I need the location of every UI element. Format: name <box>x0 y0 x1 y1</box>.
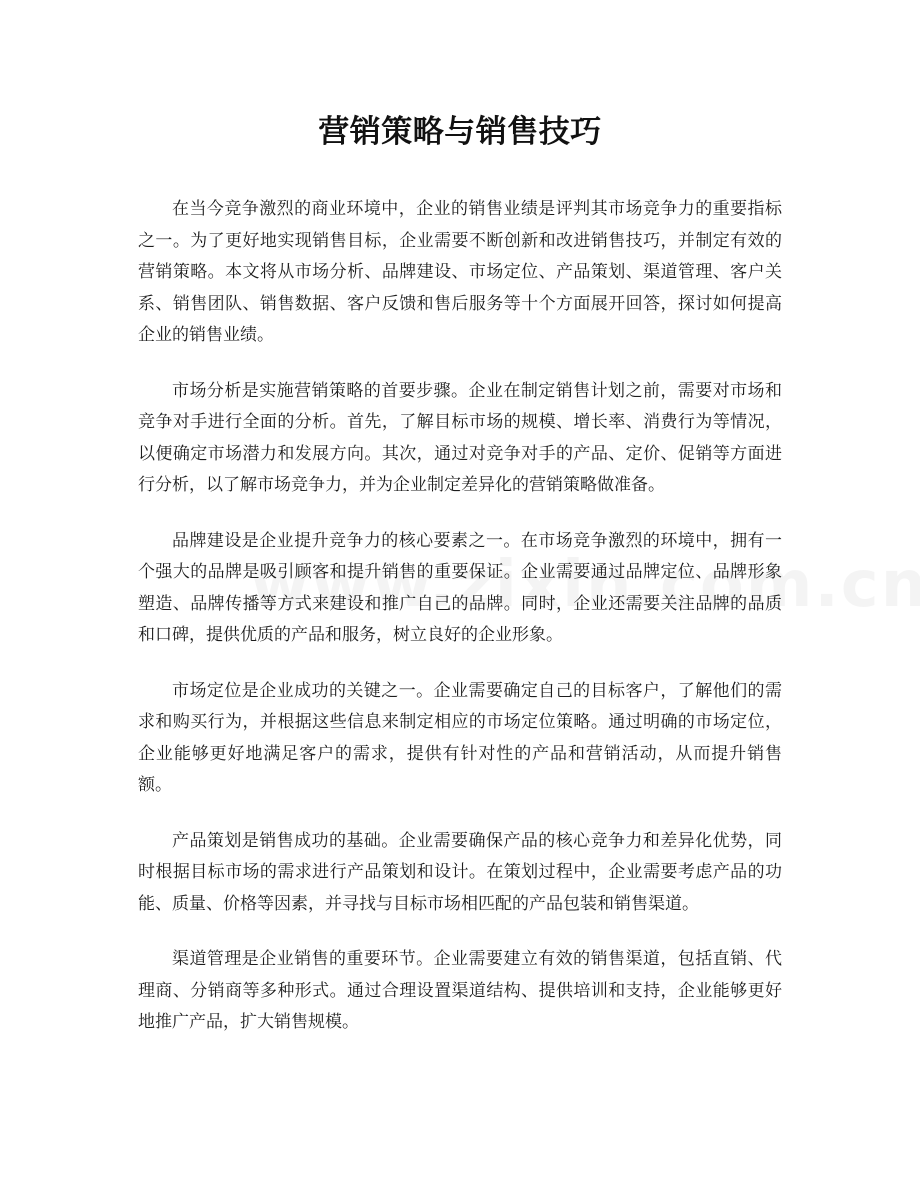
paragraph-market-positioning: 市场定位是企业成功的关键之一。企业需要确定自己的目标客户，了解他们的需求和购买行为，并根据这些信息来制定相应的市场定位策略。通过明确的市场定位，企业能够更好地满足客户的需求，提供有针对性的产品和营销活动，从而提升销售额。 <box>138 680 782 795</box>
paragraph-brand-building: 品牌建设是企业提升竞争力的核心要素之一。在市场竞争激烈的环境中，拥有一个强大的品牌是吸引顾客和提升销售的重要保证。企业需要通过品牌定位、品牌形象塑造、品牌传播等方式来建设和推广自己的品牌。同时，企业还需要关注品牌的品质和口碑，提供优质的产品和服务，树立良好的企业形象。 <box>138 530 782 645</box>
paragraph-channel-management: 渠道管理是企业销售的重要环节。企业需要建立有效的销售渠道，包括直销、代理商、分销商等多种形式。通过合理设置渠道结构、提供培训和支持，企业能够更好地推广产品，扩大销售规模。 <box>138 949 782 1032</box>
document-title: 营销策略与销售技巧 <box>318 114 602 150</box>
paragraph-market-analysis: 市场分析是实施营销策略的首要步骤。企业在制定销售计划之前，需要对市场和竞争对手进行全面的分析。首先，了解目标市场的规模、增长率、消费行为等情况，以便确定市场潜力和发展方向。其次，通过对竞争对手的产品、定价、促销等方面进行分析，以了解市场竞争力，并为企业制定差异化的营销策略做准备。 <box>138 380 782 495</box>
paragraph-product-planning: 产品策划是销售成功的基础。企业需要确保产品的核心竞争力和差异化优势，同时根据目标市场的需求进行产品策划和设计。在策划过程中，企业需要考虑产品的功能、质量、价格等因素，并寻找与目标市场相匹配的产品包装和销售渠道。 <box>138 830 782 914</box>
paragraph-intro: 在当今竞争激烈的商业环境中，企业的销售业绩是评判其市场竞争力的重要指标之一。为了更好地实现销售目标，企业需要不断创新和改进销售技巧，并制定有效的营销策略。本文将从市场分析、品牌建设、市场定位、产品策划、渠道管理、客户关系、销售团队、销售数据、客户反馈和售后服务等十个方面展开回答，探讨如何提高企业的销售业绩。 <box>138 199 782 345</box>
